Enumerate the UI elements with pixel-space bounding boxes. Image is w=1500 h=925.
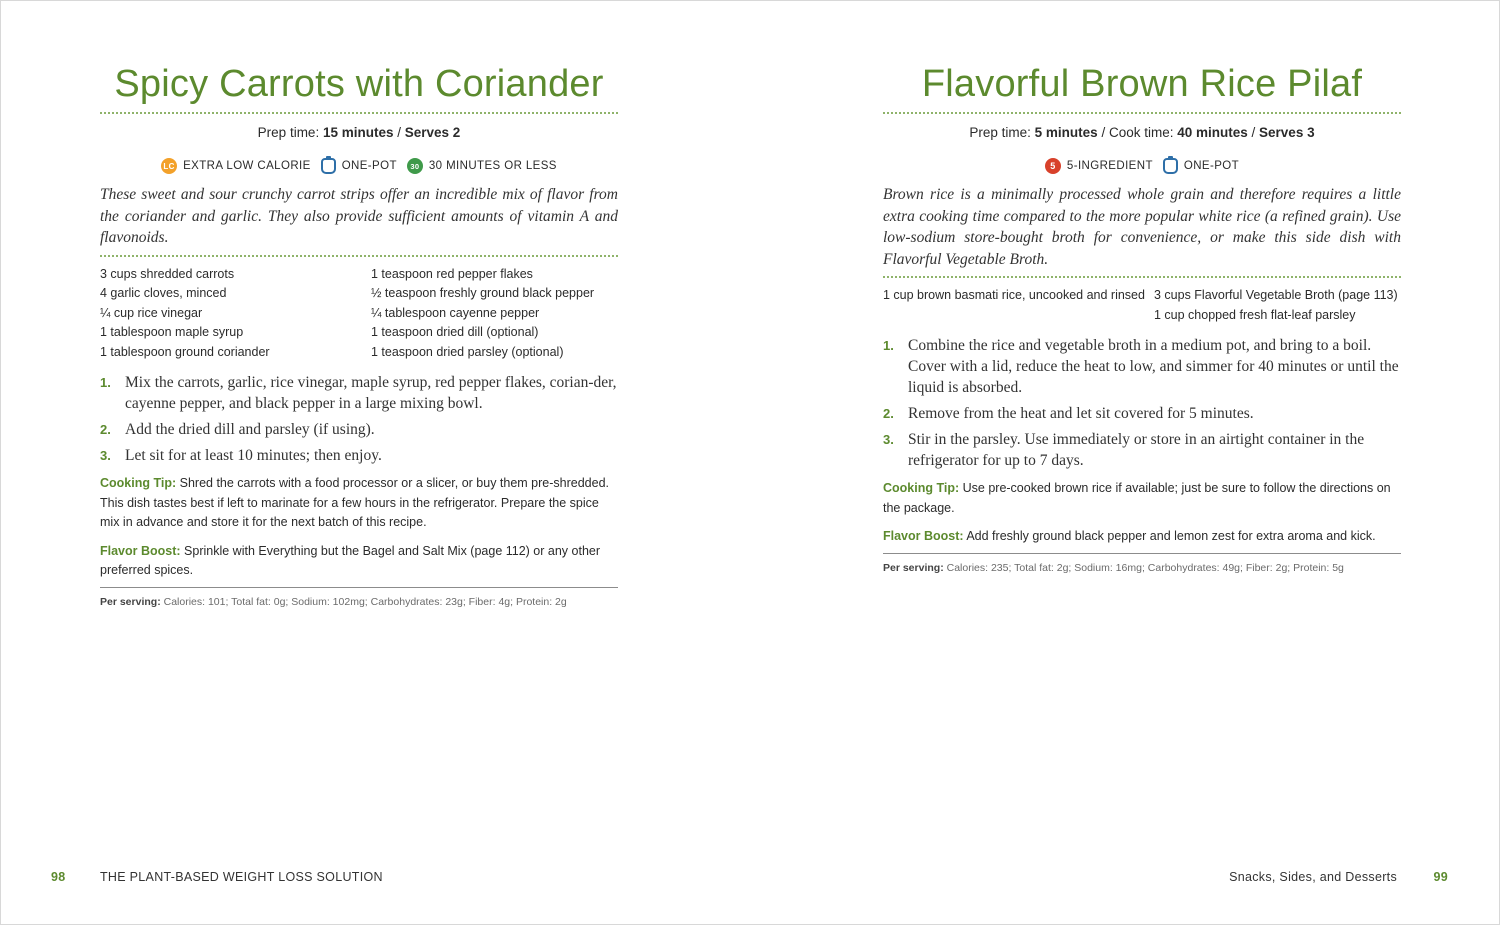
step-text: Stir in the parsley. Use immediately or store in an airtight container in the refrigerator for up to 7 days.: [908, 431, 1365, 470]
flavor-boost-text: Add freshly ground black pepper and lemon zest for extra aroma and kick.: [963, 529, 1376, 544]
dotted-divider: [883, 112, 1401, 114]
cooking-tip-label: Cooking Tip:: [883, 481, 960, 496]
flavor-boost-label: Flavor Boost:: [883, 529, 964, 544]
step-item: [883, 335, 1401, 398]
pot-icon: [321, 158, 336, 174]
ingredient-item: ¼ tablespoon cayenne pepper: [371, 305, 540, 320]
recipe-title: Flavorful Brown Rice Pilaf: [921, 63, 1363, 105]
page-number-right: 99: [1433, 870, 1448, 884]
flavor-boost: [883, 527, 1401, 547]
tag-5-ingredient: [1045, 158, 1153, 174]
tag-one-pot: [1163, 158, 1239, 174]
step-text: Combine the rice and vegetable broth in a medium pot, and bring to a boil. Cover with a lid, reduce the heat to low, and simmer for 40 minutes or until the liquid is absorbed.: [908, 337, 1399, 397]
recipe-intro: These sweet and sour crunchy carrot strips offer an incredible mix of flavor from the coriander and garlic. They also provide sufficient amounts of vitamin A and flavonoids.: [100, 186, 618, 246]
step-item: [100, 419, 618, 440]
left-page: [100, 1, 618, 609]
step-number: 3.: [100, 448, 111, 464]
running-head-right: Snacks, Sides, and Desserts: [1229, 870, 1397, 884]
five-ingredient-icon: 5: [1045, 158, 1061, 174]
ingredient-item: 3 cups shredded carrots: [100, 266, 235, 281]
cooking-tip-text: Use pre-cooked brown rice if available; just be sure to follow the directions on the package.: [883, 481, 1391, 515]
step-item: [100, 445, 618, 466]
pot-icon: [1163, 158, 1178, 174]
tag-label: ONE-POT: [1183, 160, 1240, 172]
step-text: Add the dried dill and parsley (if using).: [125, 421, 375, 439]
nutrition-info: [883, 561, 1401, 575]
flavor-boost-text: Sprinkle with Everything but the Bagel and Salt Mix (page 112) or any other preferred spices.: [100, 543, 601, 578]
recipe-intro: Brown rice is a minimally processed whole grain and therefore requires a little extra cooking time compared to the more popular white rice (a refined grain). Use low-sodium store-bought broth for convenience, or make this side dish with Flavorful Vegetable Broth.: [883, 186, 1401, 268]
step-item: [883, 429, 1401, 471]
tag-label: ONE-POT: [341, 160, 397, 172]
ingredients-column-2: [1154, 286, 1398, 325]
tag-one-pot: [321, 158, 397, 174]
meta-separator: /: [393, 125, 405, 140]
meta-separator: /: [1247, 125, 1260, 140]
step-number: 1.: [883, 338, 894, 354]
step-number: 1.: [100, 375, 111, 391]
flavor-boost-label: Flavor Boost:: [100, 543, 181, 558]
cooking-tip-text: Shred the carrots with a food processor or a slicer, or buy them pre-shredded. This dish tastes best if left to marinate for a few hours in the refrigerator. Prepare the spice mix in advance and store it for the next batch of this recipe.: [100, 476, 610, 530]
recipe-steps: [883, 335, 1401, 471]
ingredient-item: 1 teaspoon dried parsley (optional): [371, 344, 564, 359]
prep-value: 5 minutes: [1034, 125, 1098, 140]
ingredient-item: 3 cups Flavorful Vegetable Broth (page 113): [1154, 288, 1398, 302]
step-number: 3.: [883, 432, 894, 448]
flavor-boost: [100, 542, 618, 581]
dotted-divider: [100, 112, 618, 114]
dotted-divider: [883, 276, 1401, 278]
right-page: [883, 1, 1401, 575]
nutrition-text: Calories: 235; Total fat: 2g; Sodium: 16mg; Carbohydrates: 49g; Fiber: 2g; Protein: 5g: [943, 561, 1344, 574]
prep-label: Prep time:: [257, 125, 323, 140]
recipe-tags: [883, 158, 1401, 174]
recipe-meta: [883, 124, 1401, 142]
serves-value: Serves 3: [1259, 125, 1315, 140]
ingredients-list: [883, 286, 1401, 325]
ingredient-item: ¼ cup rice vinegar: [100, 305, 203, 320]
recipe-title: Spicy Carrots with Coriander: [114, 63, 604, 105]
cooking-tip: [883, 479, 1401, 518]
nutrition-info: [100, 595, 618, 609]
ingredients-column-1: [100, 265, 371, 363]
cooking-tip-label: Cooking Tip:: [100, 476, 177, 491]
ingredient-item: 1 cup chopped fresh flat-leaf parsley: [1154, 307, 1356, 322]
recipe-tags: [100, 158, 618, 174]
recipe-steps: [100, 372, 618, 466]
tag-extra-low-calorie: [161, 158, 311, 174]
tag-30-minutes: [407, 158, 557, 174]
step-number: 2.: [100, 422, 111, 438]
nutrition-label: Per serving:: [100, 595, 161, 608]
step-text: Remove from the heat and let sit covered for 5 minutes.: [908, 405, 1254, 423]
recipe-meta: [100, 124, 618, 142]
ingredients-list: [100, 265, 618, 363]
tag-label: 30 MINUTES OR LESS: [428, 160, 557, 172]
nutrition-divider: [100, 587, 618, 588]
ingredient-item: ½ teaspoon freshly ground black pepper: [371, 286, 595, 301]
ingredient-item: 1 teaspoon dried dill (optional): [371, 325, 539, 340]
ingredients-column-2: [371, 265, 594, 363]
ingredient-item: 4 garlic cloves, minced: [100, 286, 227, 301]
step-number: 2.: [883, 406, 894, 422]
cook-label: / Cook time:: [1097, 125, 1178, 140]
low-calorie-icon: LC: [161, 158, 177, 174]
step-text: Mix the carrots, garlic, rice vinegar, maple syrup, red pepper flakes, corian-der, cayenne pepper, and black pepper in a large mixing bowl.: [125, 374, 617, 413]
running-head-left: THE PLANT-BASED WEIGHT LOSS SOLUTION: [100, 870, 383, 884]
serves-value: Serves 2: [404, 125, 461, 140]
tag-label: 5-INGREDIENT: [1066, 160, 1153, 172]
dotted-divider: [100, 255, 618, 257]
ingredients-column-1: [883, 286, 1154, 325]
step-text: Let sit for at least 10 minutes; then enjoy.: [125, 447, 382, 465]
nutrition-divider: [883, 553, 1401, 554]
ingredient-item: 1 tablespoon maple syrup: [100, 325, 244, 340]
step-item: [100, 372, 618, 414]
ingredient-item: 1 cup brown basmati rice, uncooked and rinsed: [883, 288, 1145, 302]
thirty-minutes-icon: 30: [407, 158, 423, 174]
prep-value: 15 minutes: [322, 125, 394, 140]
nutrition-text: Calories: 101; Total fat: 0g; Sodium: 102mg; Carbohydrates: 23g; Fiber: 4g; Protein: 2g: [160, 595, 567, 608]
prep-label: Prep time:: [969, 125, 1035, 140]
tag-label: EXTRA LOW CALORIE: [183, 160, 311, 172]
nutrition-label: Per serving:: [883, 561, 944, 574]
ingredient-item: 1 teaspoon red pepper flakes: [371, 266, 533, 281]
step-item: [883, 403, 1401, 424]
page-number-left: 98: [51, 870, 66, 884]
cook-value: 40 minutes: [1177, 125, 1248, 140]
ingredient-item: 1 tablespoon ground coriander: [100, 344, 270, 359]
cooking-tip: [100, 474, 618, 533]
